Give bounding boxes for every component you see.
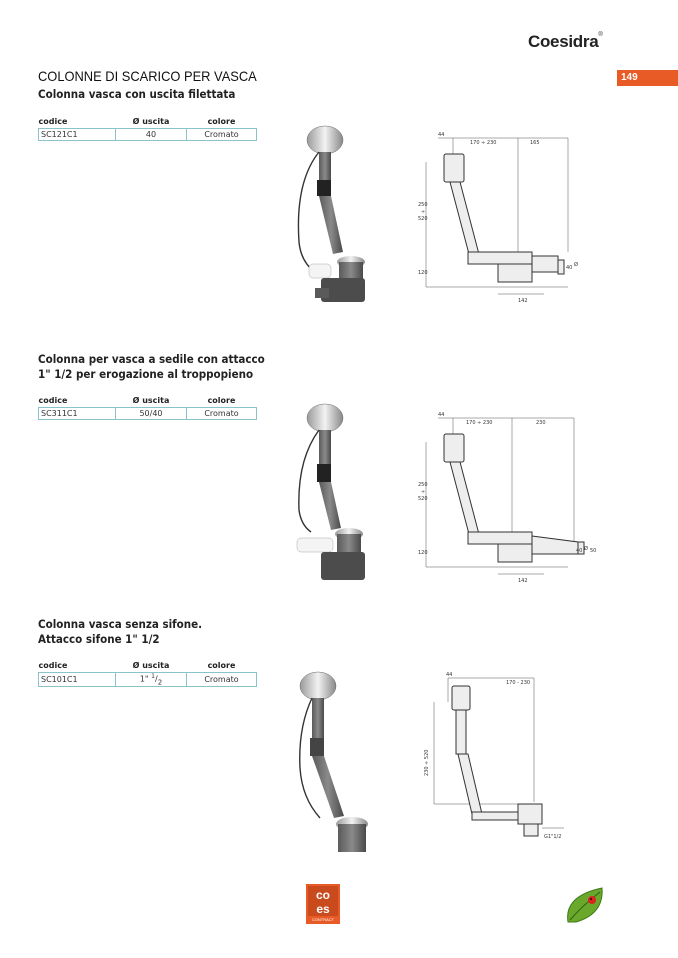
svg-text:120: 120: [418, 550, 428, 556]
table-header-row: [39, 660, 257, 672]
page-title: COLONNE DI SCARICO PER VASCA: [38, 68, 257, 84]
table-row: [39, 672, 257, 686]
svg-text:520: 520: [418, 216, 428, 222]
col-color-header: colore: [187, 116, 257, 128]
technical-drawing-3: [424, 672, 574, 848]
svg-text:142: 142: [518, 578, 528, 584]
svg-text:Ø: Ø: [574, 262, 578, 268]
cell-outlet: 1" $^1/_2$: [116, 672, 187, 686]
svg-text:÷: ÷: [421, 489, 426, 495]
spec-table-3: [38, 660, 257, 687]
svg-text:40: 40: [566, 265, 573, 271]
col-code-header: codice: [39, 660, 116, 672]
cell-code: SC311C1: [39, 407, 116, 419]
svg-text:CONTRACT: CONTRACT: [311, 917, 335, 922]
svg-text:250: 250: [418, 202, 428, 208]
svg-text:230 ÷ 520: 230 ÷ 520: [424, 749, 430, 776]
cell-code: SC101C1: [39, 672, 116, 686]
product-photo-3: [290, 668, 380, 858]
svg-text:co: co: [315, 888, 331, 902]
table-row: [39, 128, 257, 140]
spec-table-1: [38, 116, 257, 141]
svg-text:120: 120: [418, 270, 428, 276]
technical-drawing-1: [418, 132, 588, 308]
svg-text:230: 230: [536, 420, 546, 426]
svg-text:142: 142: [518, 298, 528, 304]
svg-text:44: 44: [446, 672, 453, 678]
product-photo-1: [285, 122, 375, 322]
svg-text:170 - 230: 170 - 230: [506, 680, 531, 686]
product-photo-2: [285, 400, 375, 590]
leaf-eco-icon: [562, 884, 608, 926]
svg-text:es: es: [316, 902, 330, 916]
cell-color: Cromato: [187, 407, 257, 419]
table-row: [39, 407, 257, 419]
svg-text:44: 44: [438, 132, 445, 138]
svg-text:40: 40: [576, 548, 583, 554]
cell-code: SC121C1: [39, 128, 116, 140]
col-outlet-header: Ø uscita: [116, 395, 187, 407]
cell-color: Cromato: [187, 672, 257, 686]
section-title-3: Colonna vasca senza sifone. Attacco sifone 1" 1/2: [38, 617, 203, 646]
svg-text:Ø: Ø: [584, 546, 588, 552]
col-code-header: codice: [39, 116, 116, 128]
svg-text:50: 50: [590, 548, 597, 554]
svg-text:170 ÷ 230: 170 ÷ 230: [470, 140, 497, 146]
col-color-header: colore: [187, 660, 257, 672]
svg-text:250: 250: [418, 482, 428, 488]
svg-text:520: 520: [418, 496, 428, 502]
col-code-header: codice: [39, 395, 116, 407]
table-header-row: [39, 395, 257, 407]
cell-outlet: 50/40: [116, 407, 187, 419]
technical-drawing-2: [418, 412, 598, 588]
section-title-1: Colonna vasca con uscita filettata: [38, 87, 236, 101]
col-outlet-header: Ø uscita: [116, 660, 187, 672]
brand-logo: Coesidra®: [528, 32, 603, 51]
page-number-tab: 149: [617, 70, 678, 86]
section-title-2: Colonna per vasca a sedile con attacco 1" 1/2 per erogazione al troppopieno: [38, 352, 265, 381]
cell-outlet: 40: [116, 128, 187, 140]
table-header-row: [39, 116, 257, 128]
svg-text:170 ÷ 230: 170 ÷ 230: [466, 420, 493, 426]
col-outlet-header: Ø uscita: [116, 116, 187, 128]
col-color-header: colore: [187, 395, 257, 407]
svg-text:44: 44: [438, 412, 445, 418]
svg-text:G1"1/2: G1"1/2: [544, 834, 562, 840]
svg-text:÷: ÷: [421, 209, 426, 215]
svg-text:165: 165: [530, 140, 540, 146]
cell-color: Cromato: [187, 128, 257, 140]
coes-contract-logo: [306, 884, 340, 924]
spec-table-2: [38, 395, 257, 420]
